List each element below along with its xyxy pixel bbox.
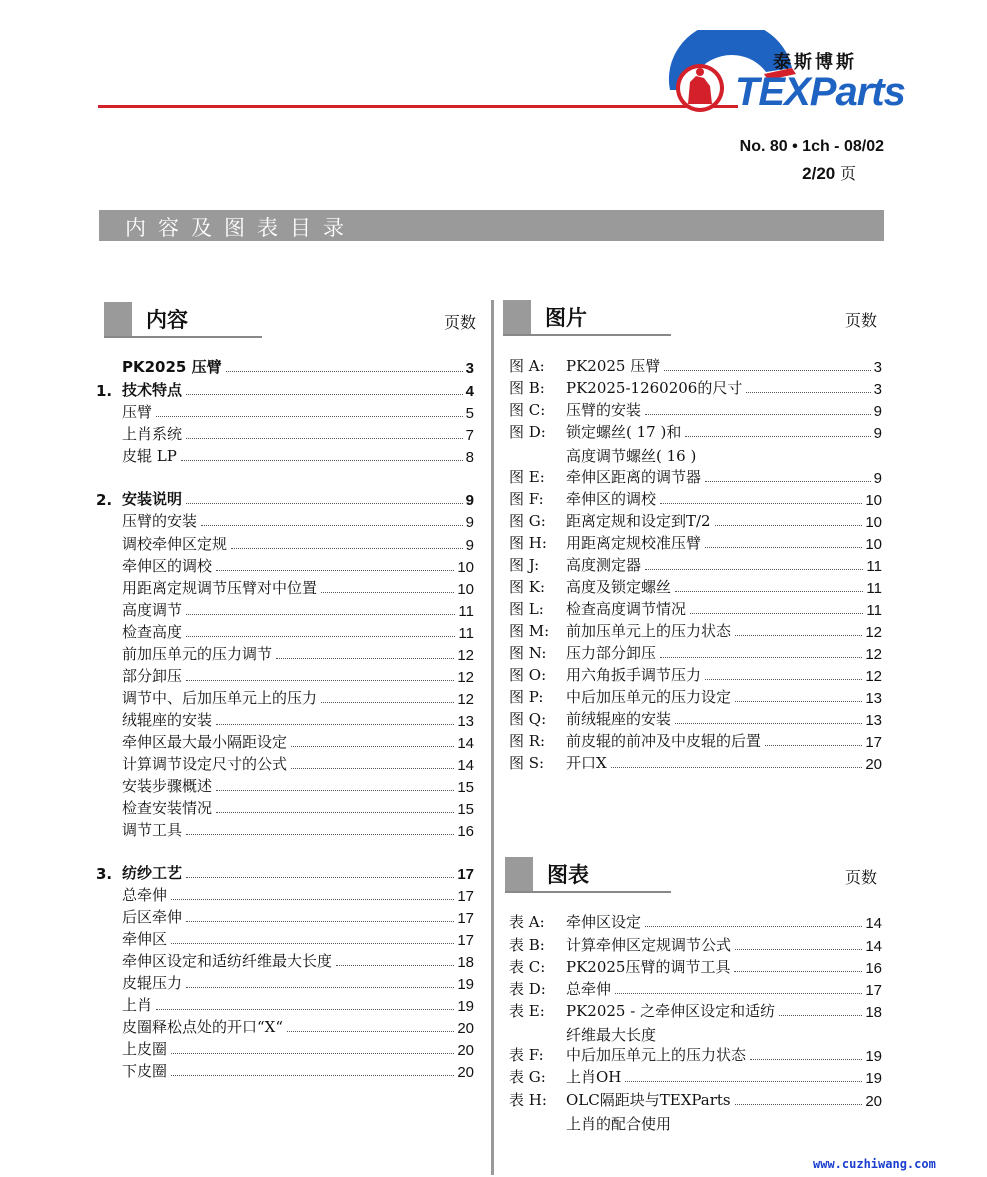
entry-page: 14 [865,938,882,955]
entry-page: 5 [465,405,474,422]
entry-page: 15 [457,801,474,818]
figure-entry[interactable] [509,487,882,509]
contents-entry[interactable] [96,355,474,377]
entry-page: 9 [465,537,474,554]
contents-entry[interactable] [96,905,474,927]
website-footer: www.cuzhiwang.com [813,1157,936,1171]
entry-label: 皮辊压力 [122,974,183,992]
entry-label: 绒辊座的安装 [122,711,213,729]
entry-label: 部分卸压 [122,667,183,685]
dot-leader [735,635,862,636]
figure-entry[interactable] [509,729,882,751]
dot-leader [675,723,862,724]
entry-label: 纺纱工艺 [122,864,183,882]
tables-page-label: 页数 [845,868,878,887]
entry-page: 13 [865,690,882,707]
entry-page: 20 [457,1064,474,1081]
contents-entry[interactable] [96,487,474,509]
entry-label: 前加压单元的压力调节 [122,645,273,663]
dot-leader [186,834,454,835]
toc-banner-title: 内容及图表目录 [125,216,356,240]
section-marker [503,300,531,334]
entry-number: 图 K: [509,578,546,596]
dot-leader [186,987,454,988]
entry-label: 计算牵伸区定规调节公式 [566,936,732,954]
entry-label-continued: 高度调节螺丝( 16 ) [566,447,697,465]
figures-section-head [503,300,883,334]
contents-entry[interactable] [96,927,474,949]
entry-label: 用距离定规调节压臂对中位置 [122,579,318,597]
entry-number: 图 O: [509,666,547,684]
contents-entry[interactable] [96,378,474,400]
dot-leader [734,971,862,972]
entry-label: 技术特点 [122,381,183,399]
entry-page: 11 [866,558,882,575]
entry-page: 19 [865,1070,882,1087]
dot-leader [746,392,870,393]
dot-leader [186,503,463,504]
dot-leader [735,949,862,950]
entry-label: 压臂的安装 [566,401,642,419]
dot-leader [186,438,463,439]
figures-title: 图片 [545,306,587,330]
contents-entry[interactable] [96,532,474,554]
entry-label: 牵伸区 [122,930,168,948]
dot-leader [291,768,454,769]
entry-page: 17 [457,888,474,905]
entry-page: 10 [457,559,474,576]
entry-label: 皮辊 LP [122,447,177,465]
contents-title: 内容 [146,308,188,332]
entry-page: 10 [865,492,882,509]
entry-label: 高度调节 [122,601,183,619]
entry-label: 牵伸区距离的调节器 [566,468,702,486]
dot-leader [216,790,454,791]
contents-entry[interactable] [96,774,474,796]
entry-page: 9 [873,403,882,420]
entry-label: 总牵伸 [566,980,612,998]
toc-banner [99,210,884,241]
dot-leader [690,613,863,614]
contents-entry[interactable] [96,883,474,905]
contents-section-head [104,302,480,336]
dot-leader [231,548,463,549]
entry-number: 图 G: [509,512,546,530]
entry-page: 11 [866,602,882,619]
entry-page: 16 [457,823,474,840]
entry-page: 10 [865,536,882,553]
table-entry[interactable] [509,977,882,999]
entry-number: 1. [96,382,113,400]
figure-entry[interactable] [509,420,882,442]
entry-page: 17 [457,932,474,949]
entry-page: 19 [457,976,474,993]
contents-entry[interactable] [96,1059,474,1081]
entry-label: 调校牵伸区定规 [122,535,228,553]
entry-page: 13 [457,713,474,730]
entry-label: PK2025 - 之牵伸区设定和适纺 [566,1002,776,1020]
entry-label: 中后加压单元的压力设定 [566,688,732,706]
section-underline [505,891,671,893]
entry-label: 锁定螺丝( 17 )和 [566,423,682,441]
dot-leader [750,1059,862,1060]
dot-leader [186,614,455,615]
entry-page: 13 [865,712,882,729]
entry-label: PK2025-1260206的尺寸 [566,379,743,397]
entry-page: 4 [465,383,474,400]
contents-entry[interactable] [96,598,474,620]
dot-leader [216,812,454,813]
entry-label: 牵伸区设定和适纺纤维最大长度 [122,952,333,970]
entry-number: 图 E: [509,468,545,486]
entry-page: 8 [465,449,474,466]
dot-leader [181,460,463,461]
entry-page: 11 [458,625,474,642]
column-divider [491,300,494,1175]
entry-page: 20 [865,756,882,773]
dot-leader [171,1075,454,1076]
contents-entry[interactable] [96,796,474,818]
contents-entry[interactable] [96,444,474,466]
dot-leader [645,569,863,570]
entry-label: 安装步骤概述 [122,777,213,795]
dot-leader [660,657,862,658]
entry-label: 压臂的安装 [122,512,198,530]
entry-page: 20 [457,1042,474,1059]
entry-label: 前加压单元上的压力状态 [566,622,732,640]
dot-leader [216,724,454,725]
entry-number: 表 D: [509,980,546,998]
entry-label: 距离定规和设定到T/2 [566,512,711,530]
entry-page: 12 [457,647,474,664]
dot-leader [779,1015,862,1016]
dot-leader [735,1104,863,1105]
figure-entry[interactable] [509,531,882,553]
contents-page-label: 页数 [444,313,477,332]
entry-label: 总牵伸 [122,886,168,904]
entry-page: 17 [865,734,882,751]
contents-entry[interactable] [96,620,474,642]
table-entry[interactable] [509,1065,882,1087]
contents-entry[interactable] [96,509,474,531]
figure-entry[interactable] [509,685,882,707]
contents-entry[interactable] [96,1037,474,1059]
dot-leader [156,416,463,417]
entry-page: 3 [873,359,882,376]
figure-entry[interactable] [509,575,882,597]
contents-entry[interactable] [96,752,474,774]
entry-label: 牵伸区的调校 [566,490,657,508]
contents-entry[interactable] [96,686,474,708]
entry-page: 9 [465,492,474,509]
entry-label: 检查安装情况 [122,799,213,817]
dot-leader [291,746,454,747]
tables-title: 图表 [547,863,589,887]
figure-entry[interactable] [509,751,882,773]
dot-leader [765,745,862,746]
dot-leader [321,592,454,593]
figure-entry[interactable] [509,509,882,531]
contents-entry[interactable] [96,422,474,444]
contents-entry[interactable] [96,818,474,840]
table-entry[interactable] [509,910,882,932]
entry-page: 20 [865,1093,882,1110]
dot-leader [645,414,871,415]
dot-leader [705,481,871,482]
entry-number: 图 D: [509,423,546,441]
entry-number: 图 R: [509,732,546,750]
entry-page: 7 [465,427,474,444]
entry-label: 牵伸区设定 [566,913,642,931]
dot-leader [201,525,463,526]
table-entry[interactable] [509,1043,882,1065]
entry-number: 图 S: [509,754,545,772]
figure-entry[interactable] [509,597,882,619]
entry-number: 图 N: [509,644,547,662]
entry-number: 图 C: [509,401,546,419]
entry-page: 12 [457,669,474,686]
entry-label: 压臂 [122,403,153,421]
entry-page: 17 [865,982,882,999]
entry-label: PK2025 压臂 [122,358,222,376]
entry-number: 图 J: [509,556,540,574]
contents-entry[interactable] [96,642,474,664]
section-marker [505,857,533,891]
entry-page: 9 [873,425,882,442]
entry-label: 开口X [566,754,607,772]
header-red-rule [98,105,738,108]
entry-number: 图 F: [509,490,544,508]
entry-label: 上肖系统 [122,425,183,443]
figure-entry[interactable] [509,465,882,487]
entry-label: 上肖OH [566,1068,622,1086]
dot-leader [321,702,454,703]
entry-label: PK2025 压臂 [566,357,661,375]
table-entry[interactable] [509,1088,882,1110]
figure-entry[interactable] [509,398,882,420]
entry-label: 调节工具 [122,821,183,839]
entry-page: 18 [865,1004,882,1021]
dot-leader [705,547,862,548]
entry-number: 表 E: [509,1002,545,1020]
contents-entry[interactable] [96,576,474,598]
entry-label-continued: 上肖的配合使用 [566,1115,672,1133]
dot-leader [615,993,862,994]
entry-page: 16 [865,960,882,977]
dot-leader [186,394,463,395]
table-entry[interactable] [509,933,882,955]
entry-page: 12 [865,668,882,685]
entry-label: 安装说明 [122,490,183,508]
entry-number: 图 M: [509,622,550,640]
page-indicator [802,161,856,184]
entry-page: 14 [457,757,474,774]
dot-leader [735,701,862,702]
contents-entry[interactable] [96,730,474,752]
entry-number: 表 C: [509,958,546,976]
dot-leader [171,899,454,900]
entry-page: 3 [873,381,882,398]
entry-page: 14 [457,735,474,752]
figure-entry[interactable] [509,641,882,663]
section-marker [104,302,132,336]
tables-section-head [505,857,883,891]
page-unit: 页 [839,164,856,183]
entry-page: 11 [866,580,882,597]
dot-leader [287,1031,454,1032]
section-underline [503,334,671,336]
contents-entry[interactable] [96,664,474,686]
entry-label: PK2025压臂的调节工具 [566,958,731,976]
entry-label: 前绒辊座的安装 [566,710,672,728]
dot-leader [171,943,454,944]
entry-label: 调节中、后加压单元上的压力 [122,689,318,707]
dot-leader [226,371,463,372]
contents-entry[interactable] [96,708,474,730]
entry-page: 9 [465,514,474,531]
table-entry[interactable] [509,955,882,977]
entry-label: OLC隔距块与TEXParts [566,1091,731,1109]
contents-entry[interactable] [96,861,474,883]
entry-number: 3. [96,865,113,883]
entry-label: 高度及锁定螺丝 [566,578,672,596]
entry-number: 图 L: [509,600,544,618]
entry-page: 18 [457,954,474,971]
entry-page: 19 [865,1048,882,1065]
dot-leader [611,767,863,768]
figure-entry[interactable] [509,619,882,641]
entry-number: 图 H: [509,534,547,552]
entry-label: 下皮圈 [122,1062,168,1080]
entry-number: 图 Q: [509,710,547,728]
dot-leader [675,591,863,592]
entry-number: 表 F: [509,1046,544,1064]
entry-label: 计算调节设定尺寸的公式 [122,755,288,773]
entry-label: 牵伸区的调校 [122,557,213,575]
entry-label: 检查高度 [122,623,183,641]
dot-leader [685,436,870,437]
contents-entry[interactable] [96,971,474,993]
dot-leader [660,503,862,504]
entry-number: 图 B: [509,379,545,397]
figure-entry[interactable] [509,553,882,575]
entry-number: 表 B: [509,936,545,954]
dot-leader [664,370,870,371]
entry-label: 检查高度调节情况 [566,600,687,618]
entry-label: 高度测定器 [566,556,642,574]
dot-leader [186,636,455,637]
contents-entry[interactable] [96,1015,474,1037]
figure-entry[interactable] [509,376,882,398]
entry-label: 用距离定规校准压臂 [566,534,702,552]
entry-number: 表 H: [509,1091,547,1109]
entry-number: 表 A: [509,913,545,931]
entry-page: 20 [457,1020,474,1037]
entry-label: 上皮圈 [122,1040,168,1058]
entry-page: 19 [457,998,474,1015]
entry-page: 11 [458,603,474,620]
dot-leader [625,1081,862,1082]
entry-page: 17 [457,866,474,883]
entry-page: 10 [865,514,882,531]
contents-entry[interactable] [96,993,474,1015]
entry-number: 表 G: [509,1068,546,1086]
entry-page: 12 [457,691,474,708]
entry-page: 9 [873,470,882,487]
entry-label: 牵伸区最大最小隔距设定 [122,733,288,751]
entry-page: 3 [465,360,474,377]
entry-page: 10 [457,581,474,598]
contents-entry[interactable] [96,949,474,971]
entry-page: 12 [865,646,882,663]
dot-leader [171,1053,454,1054]
dot-leader [216,570,454,571]
figure-entry[interactable] [509,663,882,685]
dot-leader [645,926,862,927]
entry-label-continued: 纤维最大长度 [566,1026,657,1044]
dot-leader [705,679,862,680]
entry-number: 2. [96,491,113,509]
dot-leader [715,525,863,526]
entry-page: 12 [865,624,882,641]
entry-label: 中后加压单元上的压力状态 [566,1046,747,1064]
entry-page: 15 [457,779,474,796]
brand-chinese-name: 泰斯博斯 [773,52,857,73]
entry-label: 压力部分卸压 [566,644,657,662]
figure-entry[interactable] [509,354,882,376]
figure-entry[interactable] [509,707,882,729]
contents-entry[interactable] [96,400,474,422]
dot-leader [336,965,454,966]
document-number: No. 80 • 1ch - 08/02 [739,138,884,155]
dot-leader [186,921,454,922]
entry-label: 用六角扳手调节压力 [566,666,702,684]
figures-page-label: 页数 [845,311,878,330]
entry-number: 图 A: [509,357,545,375]
table-entry[interactable] [509,999,882,1021]
dot-leader [186,680,454,681]
brand-wordmark: TEXParts [735,70,905,114]
entry-number: 图 P: [509,688,544,706]
entry-label: 后区牵伸 [122,908,183,926]
entry-page: 17 [457,910,474,927]
dot-leader [276,658,454,659]
entry-page: 14 [865,915,882,932]
entry-label: 上肖 [122,996,153,1014]
section-underline [104,336,262,338]
page-number: 2/20 [802,164,836,183]
contents-entry[interactable] [96,554,474,576]
entry-label: 前皮辊的前冲及中皮辊的后置 [566,732,762,750]
dot-leader [156,1009,454,1010]
dot-leader [186,877,454,878]
entry-label: 皮圈释松点处的开口“X“ [122,1018,284,1036]
